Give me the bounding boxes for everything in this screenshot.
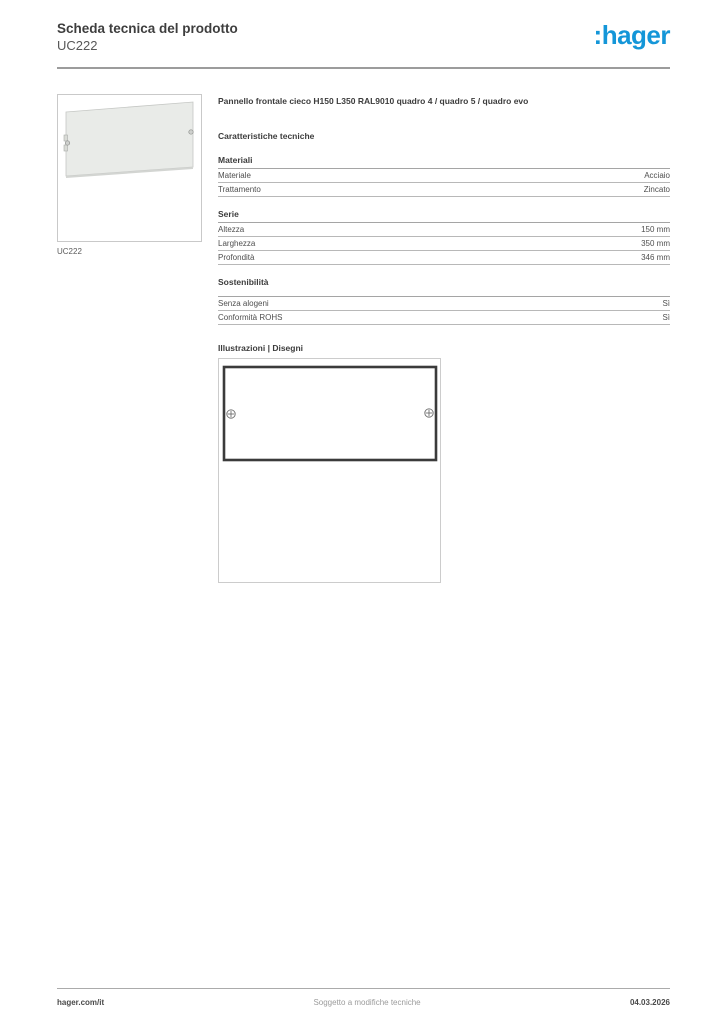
technical-drawing-frame	[218, 358, 441, 583]
screw-symbol-right	[425, 409, 433, 417]
spec-row-label: Materiale	[218, 171, 251, 180]
spec-section-title: Serie	[218, 209, 670, 223]
spec-tables	[218, 155, 670, 337]
spec-row	[218, 251, 670, 265]
spec-section	[218, 155, 670, 197]
product-name: Pannello frontale cieco H150 L350 RAL9010 quadro 4 / quadro 5 / quadro evo	[218, 96, 529, 106]
spec-row-value: Sì	[662, 313, 670, 322]
spec-row-label: Conformità ROHS	[218, 313, 283, 322]
product-image-frame	[57, 94, 202, 242]
spec-section	[218, 209, 670, 265]
spec-section-title: Materiali	[218, 155, 670, 169]
illustrations-heading: Illustrazioni | Disegni	[218, 343, 304, 353]
spec-section	[218, 277, 670, 325]
page-title: Scheda tecnica del prodotto	[57, 21, 238, 36]
panel-tab-left	[64, 135, 68, 141]
footer-divider	[57, 988, 670, 989]
spec-row-value: 350 mm	[641, 239, 670, 248]
document-header	[57, 20, 670, 54]
spec-row-label: Trattamento	[218, 185, 261, 194]
footer-website: hager.com/it	[57, 998, 105, 1007]
spec-row	[218, 223, 670, 237]
technical-drawing	[219, 359, 440, 582]
product-image-caption: UC222	[57, 247, 82, 256]
spec-row	[218, 183, 670, 197]
hager-logo: :hager	[593, 20, 670, 50]
spec-row-value: 150 mm	[641, 225, 670, 234]
spec-row-label: Altezza	[218, 225, 245, 234]
spec-section-title: Sostenibilità	[218, 277, 670, 297]
screw-icon	[189, 130, 193, 134]
screw-symbol-left	[227, 410, 235, 418]
panel-tab-left2	[64, 145, 68, 151]
spec-row-value: Acciaio	[644, 171, 670, 180]
spec-row-label: Profondità	[218, 253, 255, 262]
spec-row	[218, 297, 670, 311]
product-image	[58, 95, 201, 241]
spec-row-value: Zincato	[643, 185, 670, 194]
footer-note: Soggetto a modifiche tecniche	[313, 998, 421, 1007]
spec-row	[218, 237, 670, 251]
specs-heading: Caratteristiche tecniche	[218, 131, 315, 141]
spec-row-label: Senza alogeni	[218, 299, 269, 308]
header-divider	[57, 67, 670, 69]
screw-icon	[65, 141, 69, 145]
spec-row	[218, 311, 670, 325]
footer-date: 04.03.2026	[629, 998, 670, 1007]
spec-row-value: Sì	[662, 299, 670, 308]
spec-row	[218, 169, 670, 183]
spec-row-label: Larghezza	[218, 239, 256, 248]
spec-row-value: 346 mm	[641, 253, 670, 262]
product-code: UC222	[57, 38, 98, 53]
drawing-panel-outline	[224, 367, 436, 460]
content-column	[218, 96, 670, 353]
document-footer	[57, 998, 670, 1007]
